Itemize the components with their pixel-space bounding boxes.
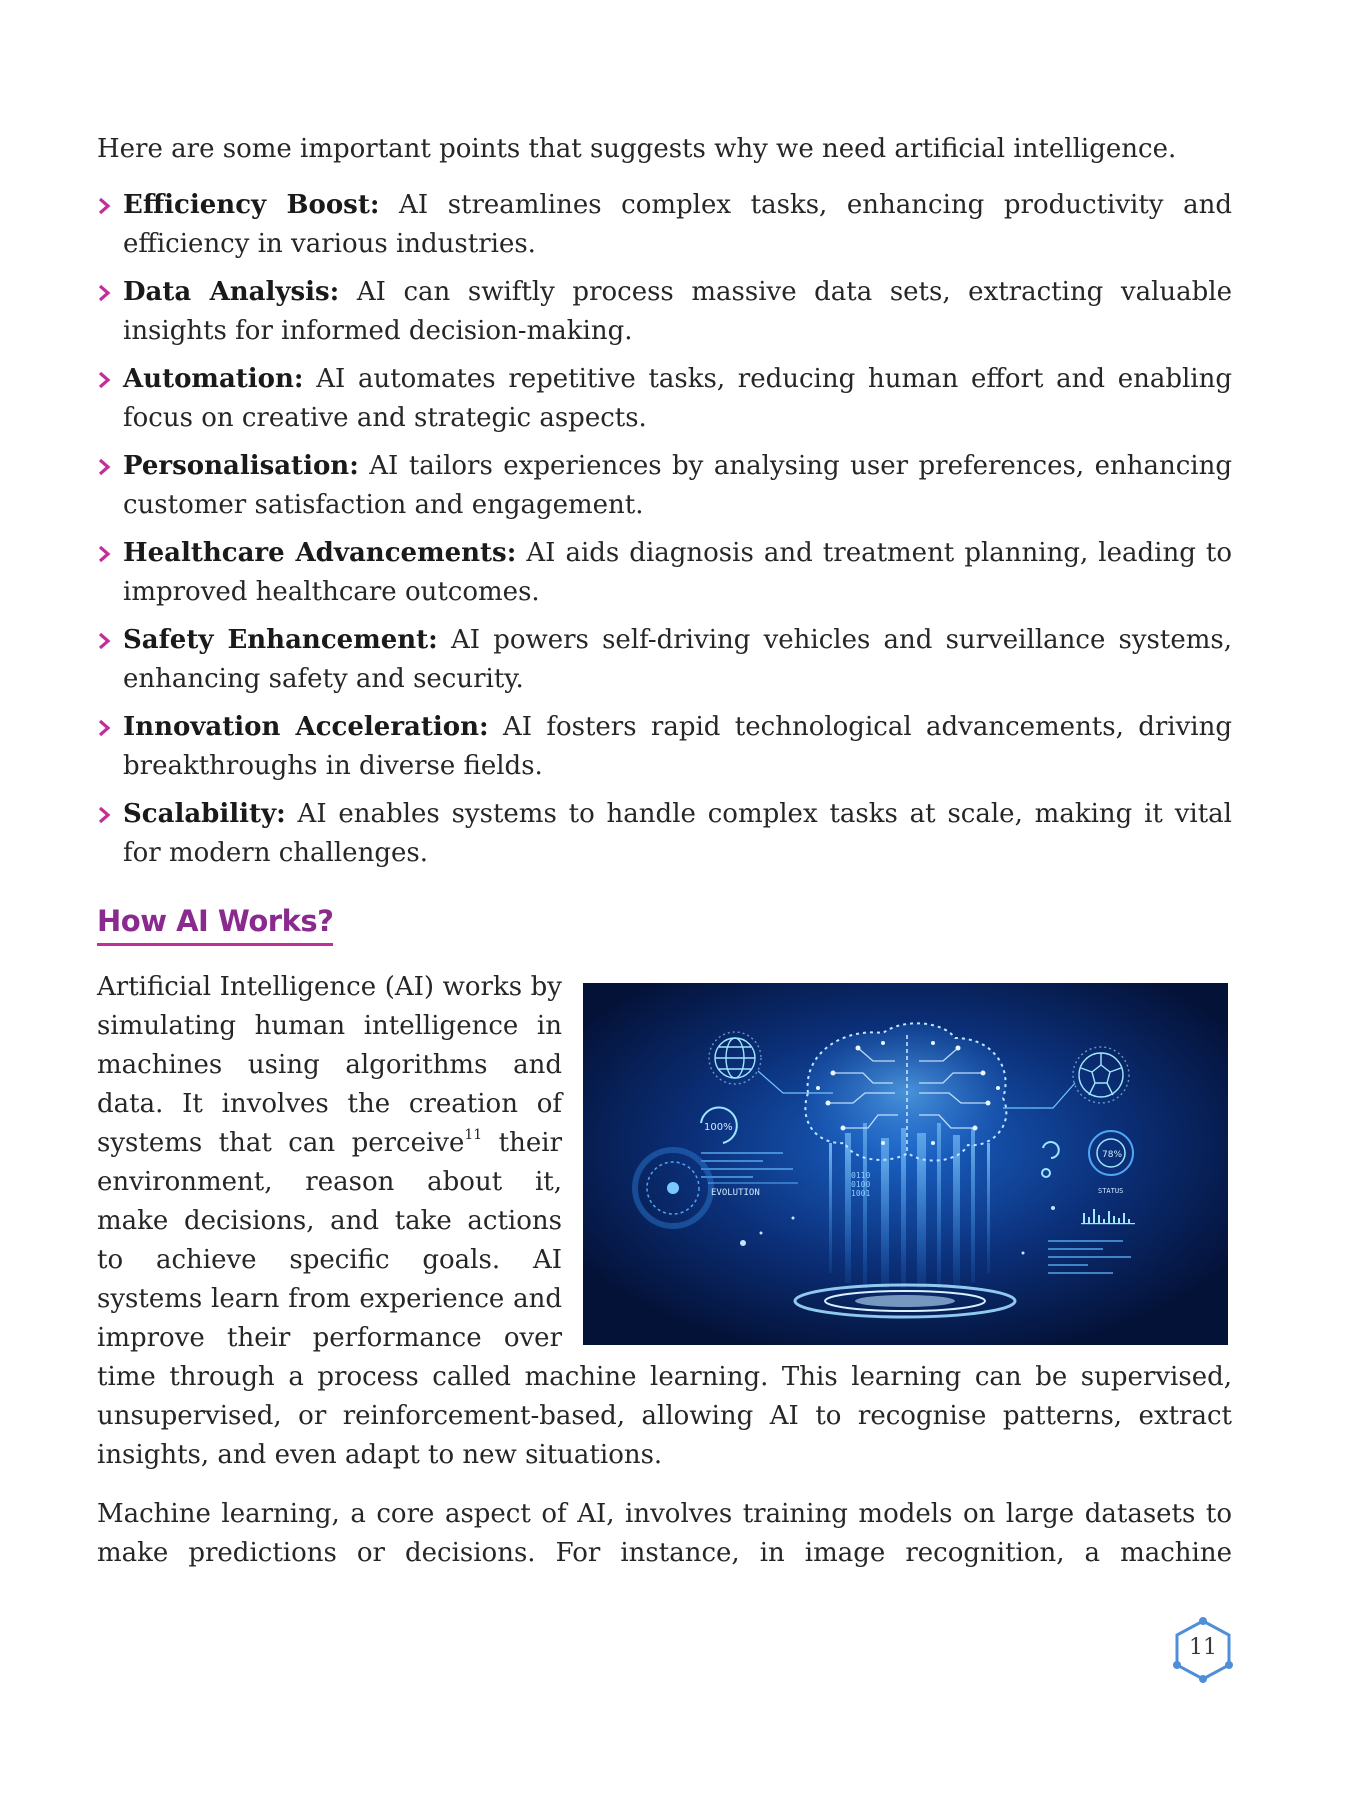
text-line: environment, reason about it, xyxy=(97,1167,562,1197)
brain-icon xyxy=(805,1023,1006,1160)
section-heading: How AI Works? xyxy=(97,904,333,946)
page-number-badge xyxy=(1171,1617,1235,1683)
chevron-right-icon xyxy=(97,546,111,562)
page-number: 11 xyxy=(1189,1635,1217,1660)
binary-line: 0110 xyxy=(851,1171,871,1180)
bullet-text: AI enables systems to handle complex tasks at scale, making it vital for modern challenges. xyxy=(123,799,1232,868)
text-line: make decisions, and take actions xyxy=(97,1206,562,1236)
list-item xyxy=(97,360,1232,438)
bullet-text: AI can swiftly process massive data sets, extracting valuable insights for informed decision-making. xyxy=(123,277,1232,346)
list-item xyxy=(97,534,1232,612)
list-item xyxy=(97,186,1232,264)
text-line: data. It involves the creation of xyxy=(97,1089,562,1119)
binary-line: 1001 xyxy=(851,1189,871,1198)
chevron-right-icon xyxy=(97,633,111,649)
gauge-value: 78% xyxy=(1102,1150,1123,1160)
paragraph-continuation: time through a process called machine learning. This learning can be supervised, unsupervised, or reinforcement-based, allowing AI to recognise patterns, extract insights, and even adapt to new situations. xyxy=(97,1362,1232,1470)
bullet-text: AI automates repetitive tasks, reducing human effort and enabling focus on creative and strategic aspects. xyxy=(123,364,1232,433)
bullet-text: AI tailors experiences by analysing user preferences, enhancing customer satisfaction and engagement. xyxy=(123,451,1232,520)
bullet-term: Automation: xyxy=(123,364,304,394)
evolution-label: EVOLUTION xyxy=(711,1188,760,1198)
bullet-term: Data Analysis: xyxy=(123,277,340,307)
intro-text: Here are some important points that suggests why we need artificial intelligence. xyxy=(97,134,1177,164)
text-line: Artificial Intelligence (AI) works by xyxy=(97,972,562,1002)
chevron-right-icon xyxy=(97,720,111,736)
list-item xyxy=(97,795,1232,873)
ai-brain-graphic xyxy=(583,983,1228,1345)
chevron-right-icon xyxy=(97,198,111,214)
chevron-right-icon xyxy=(97,807,111,823)
bullet-text: AI powers self-driving vehicles and surveillance systems, enhancing safety and security. xyxy=(123,625,1232,694)
bullet-text: AI fosters rapid technological advancements, driving breakthroughs in diverse fields. xyxy=(123,712,1232,781)
footnote-marker: 11 xyxy=(464,1127,483,1143)
text-line: machines using algorithms and xyxy=(97,1050,562,1080)
chevron-right-icon xyxy=(97,459,111,475)
bullet-text: AI streamlines complex tasks, enhancing productivity and efficiency in various industries. xyxy=(123,190,1232,259)
paragraph-float xyxy=(97,968,562,1358)
bullet-term: Personalisation: xyxy=(123,451,359,481)
bullet-list xyxy=(97,186,1232,882)
text-fragment: systems that can perceive xyxy=(97,1128,465,1158)
bullet-term: Healthcare Advancements: xyxy=(123,538,517,568)
text-line: to achieve specific goals. AI xyxy=(97,1245,562,1275)
gauge-label: 100% xyxy=(704,1122,733,1133)
bullet-term: Efficiency Boost: xyxy=(123,190,380,220)
list-item xyxy=(97,273,1232,351)
text-line: simulating human intelligence in xyxy=(97,1011,562,1041)
bullet-text: AI aids diagnosis and treatment planning, leading to improved healthcare outcomes. xyxy=(123,538,1232,607)
text-line: systems learn from experience and xyxy=(97,1284,562,1314)
text-line xyxy=(97,1124,562,1163)
text-fragment: their xyxy=(482,1128,562,1158)
chevron-right-icon xyxy=(97,285,111,301)
binary-line: 0100 xyxy=(851,1180,871,1189)
list-item xyxy=(97,708,1232,786)
binary-text xyxy=(851,1171,870,1198)
bullet-term: Innovation Acceleration: xyxy=(123,712,489,742)
text-line: improve their performance over xyxy=(97,1323,562,1353)
bullet-term: Safety Enhancement: xyxy=(123,625,438,655)
list-item xyxy=(97,621,1232,699)
list-item xyxy=(97,447,1232,525)
bullet-term: Scalability: xyxy=(123,799,286,829)
status-label: STATUS xyxy=(1098,1187,1124,1195)
ai-brain-illustration xyxy=(583,983,1228,1345)
paragraph-machine-learning: Machine learning, a core aspect of AI, involves training models on large datasets to make predictions or decisions. For instance, in image recognition, a machine xyxy=(97,1499,1232,1568)
chevron-right-icon xyxy=(97,372,111,388)
